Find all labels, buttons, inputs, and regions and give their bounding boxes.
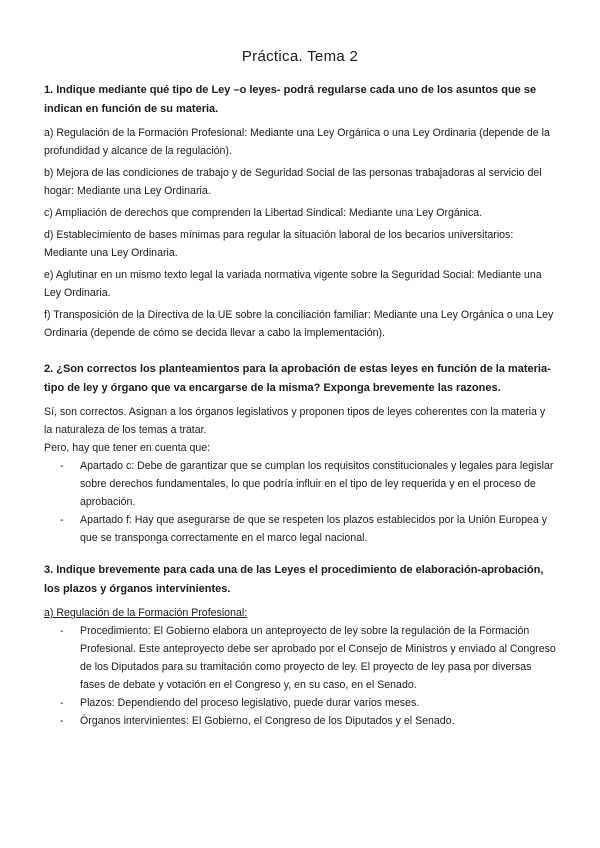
question-2: 2. ¿Son correctos los planteamientos para la aprobación de estas leyes en función de la materia-tipo de ley y órgano que va encargarse de la misma? Exponga brevemente las razones. [44,363,551,394]
list-item: - Plazos: Dependiendo del proceso legislativo, puede durar varios meses. [80,694,556,712]
answer-2-list [44,457,556,547]
list-item: - Apartado c: Debe de garantizar que se cumplan los requisitos constitucionales y legales para legislar sobre derechos fundamentales, lo que podría influir en el tipo de ley requerida y en el proceso de aprobación. [80,457,556,511]
answer-3-list [44,622,556,730]
list-item: - Apartado f: Hay que asegurarse de que se respeten los plazos establecidos por la Unión Europea y que se transponga correctamente en el marco legal nacional. [80,511,556,547]
answer-3-subheading: a) Regulación de la Formación Profesional: [44,607,248,619]
answer-1d: d) Establecimiento de bases mínimas para regular la situación laboral de los becarios universitarios: Mediante una Ley Ordinaria. [44,229,514,259]
answer-1e: e) Aglutinar en un mismo texto legal la variada normativa vigente sobre la Seguridad Social: Mediante una Ley Ordinaria. [44,269,542,299]
question-3: 3. Indique brevemente para cada una de las Leyes el procedimiento de elaboración-aprobación, los plazos y órganos intervinientes. [44,564,544,595]
answer-1c: c) Ampliación de derechos que comprenden la Libertad Sindical: Mediante una Ley Orgánica. [44,207,483,219]
answer-1f: f) Transposición de la Directiva de la UE sobre la conciliación familiar: Mediante una Ley Orgánica o una Ley Ordinaria (depende de cómo se decida llevar a cabo la implementación). [44,309,554,339]
answer-1a: a) Regulación de la Formación Profesional: Mediante una Ley Orgánica o una Ley Ordinaria (depende de la profundidad y alcance de la regulación). [44,127,550,157]
question-1: 1. Indique mediante qué tipo de Ley –o leyes- podrá regularse cada uno de los asuntos que se indican en función de su materia. [44,84,537,115]
list-item: - Procedimiento: El Gobierno elabora un anteproyecto de ley sobre la regulación de la Formación Profesional. Este anteproyecto debe ser aprobado por el Consejo de Ministros y enviado al Congreso de los Diputados para su tramitación como proyecto de ley. El proyecto de ley pasa por diversas fases de debate y votación en el Congreso y, en su caso, en el Senado. [80,622,556,694]
answer-1b: b) Mejora de las condiciones de trabajo y de Seguridad Social de las personas trabajadoras al servicio del hogar: Mediante una Ley Ordinaria. [44,167,542,197]
answer-2-intro: Pero, hay que tener en cuenta que: [44,442,211,454]
page-title: Práctica. Tema 2 [241,48,359,65]
answer-2: Sí, son correctos. Asignan a los órganos legislativos y proponen tipos de leyes coherentes con la materia y la naturaleza de los temas a tratar. [44,406,546,436]
list-item: - Órganos intervinientes: El Gobierno, el Congreso de los Diputados y el Senado. [80,712,556,730]
